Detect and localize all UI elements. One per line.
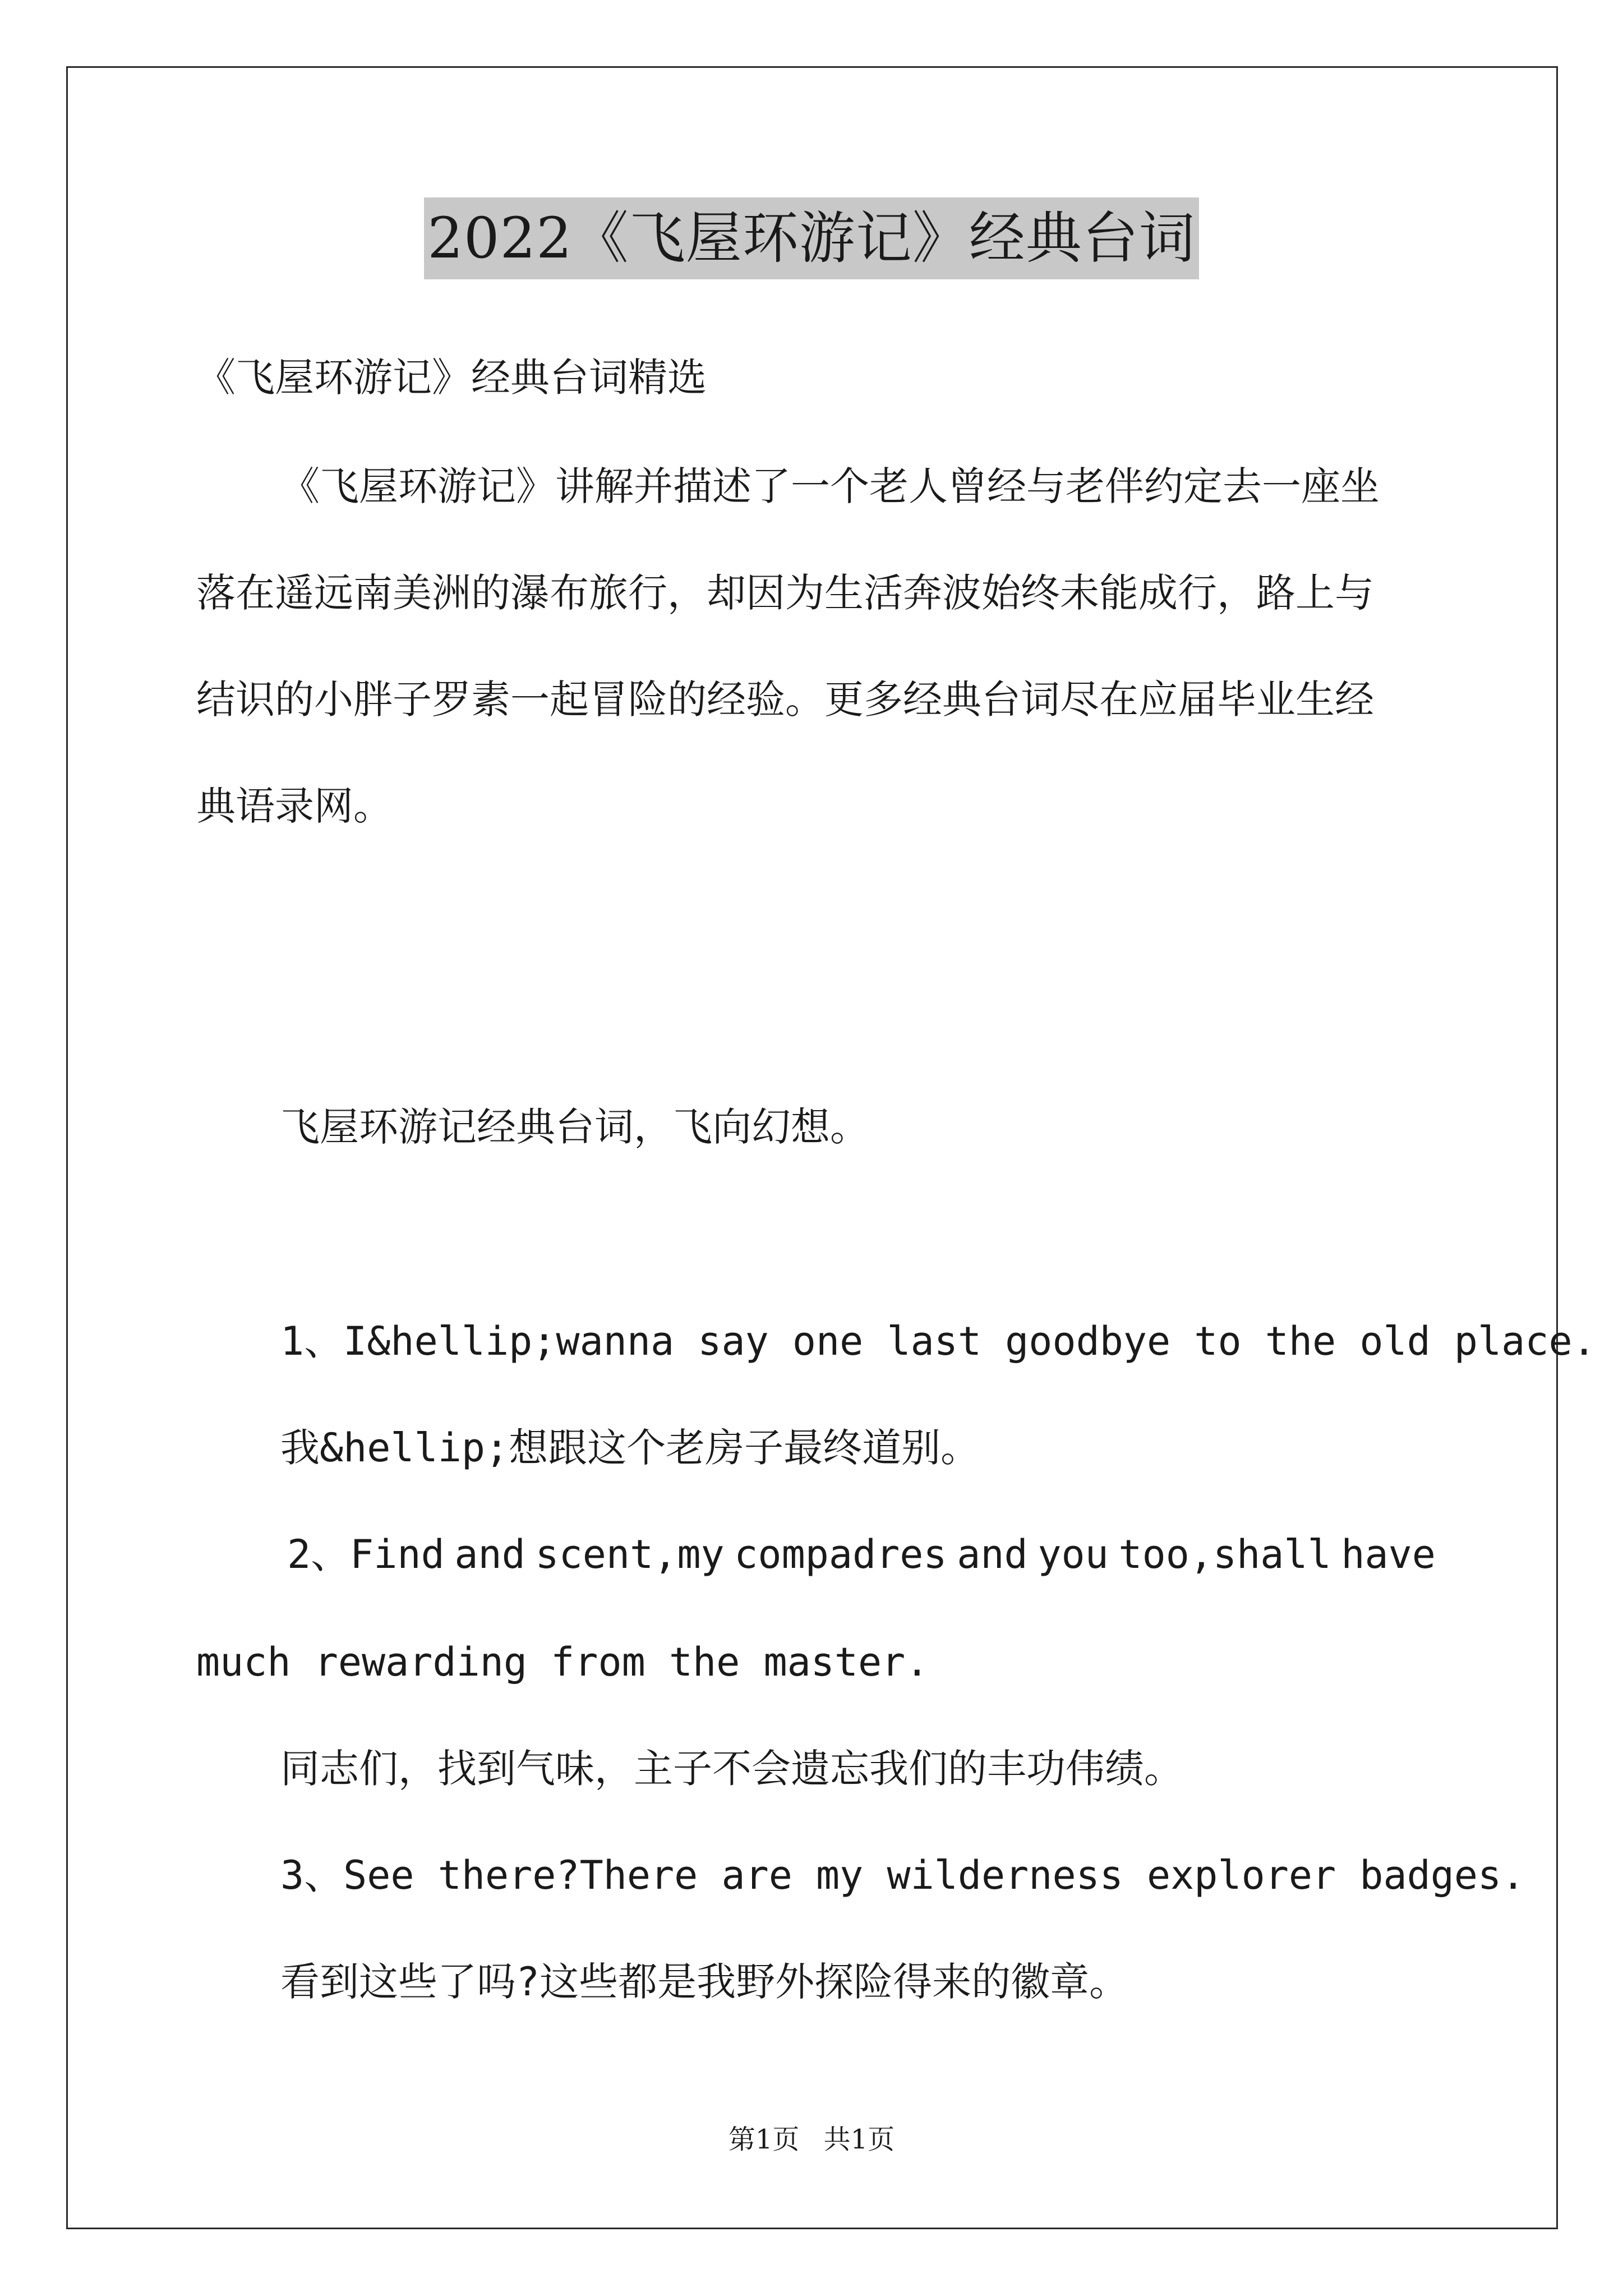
quote-3-chinese: 看到这些了吗?这些都是我野外探险得来的徽章。 xyxy=(280,1959,1129,2005)
quote-2-english-line-1 xyxy=(287,1529,1436,1580)
word: scent,my xyxy=(535,1531,725,1577)
quote-2-english-line-2: much rewarding from the master. xyxy=(196,1639,929,1685)
quote-3-english: 3、See there?There are my wilderness explorer badges. xyxy=(280,1852,1525,1898)
section-heading: 飞屋环游记经典台词，飞向幻想。 xyxy=(280,1104,869,1150)
word: 2、Find xyxy=(287,1531,445,1577)
title-container xyxy=(0,197,1623,279)
word: have xyxy=(1341,1531,1436,1577)
intro-line-4: 典语录网。 xyxy=(196,783,393,829)
intro-line-2: 落在遥远南美洲的瀑布旅行，却因为生活奔波始终未能成行，路上与 xyxy=(196,570,1374,616)
word: too,shall xyxy=(1118,1531,1331,1577)
intro-line-1: 《飞屋环游记》讲解并描述了一个老人曾经与老伴约定去一座坐 xyxy=(280,463,1380,509)
quote-2-chinese: 同志们，找到气味，主子不会遗忘我们的丰功伟绩。 xyxy=(280,1746,1183,1792)
document-title: 2022《飞屋环游记》经典台词 xyxy=(424,197,1199,279)
intro-line-3: 结识的小胖子罗素一起冒险的经验。更多经典台词尽在应届毕业生经 xyxy=(196,677,1374,723)
page-footer xyxy=(0,2123,1623,2156)
word: compadres xyxy=(734,1531,947,1577)
word: and xyxy=(957,1531,1028,1577)
quote-1-chinese: 我&hellip;想跟这个老房子最终道别。 xyxy=(280,1425,980,1471)
quote-1-english: 1、I&hellip;wanna say one last goodbye to the old place. xyxy=(280,1318,1596,1364)
page-total: 共1页 xyxy=(823,2124,895,2155)
word: you xyxy=(1038,1531,1109,1577)
subtitle: 《飞屋环游记》经典台词精选 xyxy=(196,355,707,401)
page-number: 第1页 xyxy=(728,2124,800,2155)
word: and xyxy=(454,1531,525,1577)
